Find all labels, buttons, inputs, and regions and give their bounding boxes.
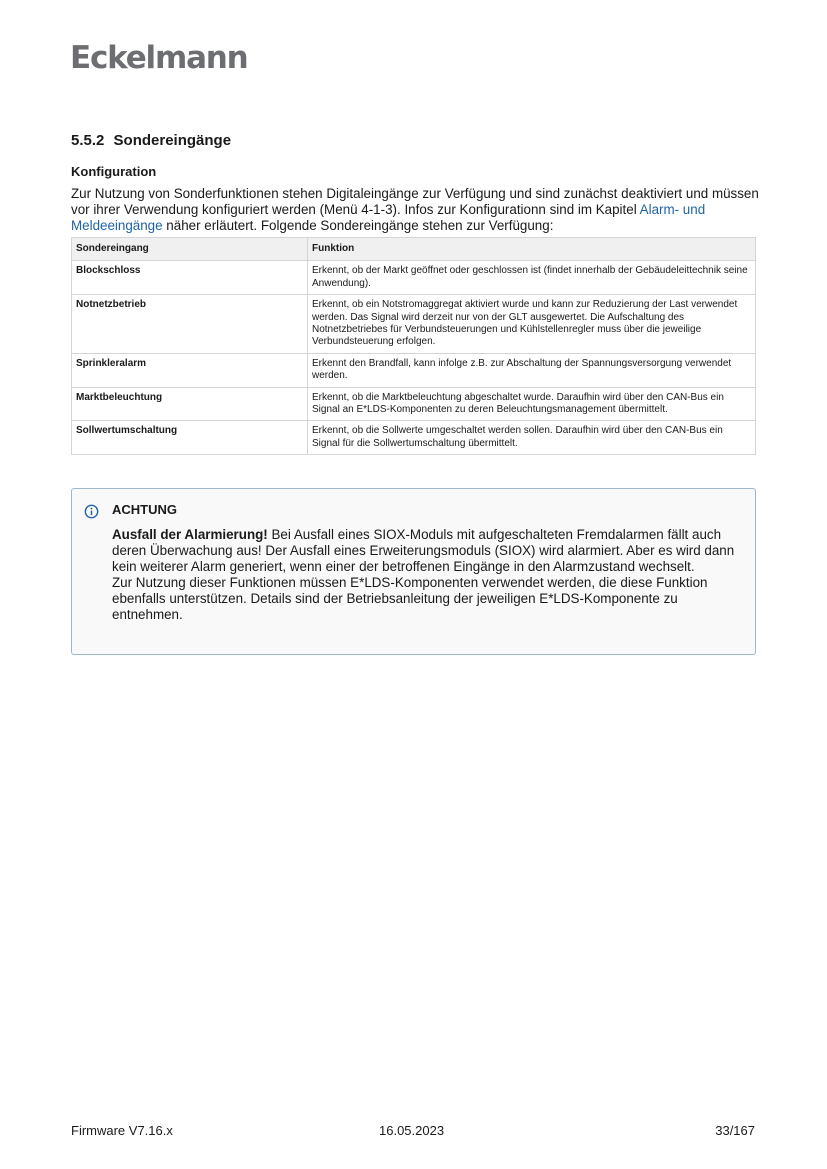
warning-notice-box <box>71 488 756 655</box>
input-name: Sprinkleralarm <box>72 353 308 387</box>
notice-bold-lead: Ausfall der Alarmierung! <box>112 527 268 542</box>
intro-text-after: näher erläutert. Folgende Sondereingänge stehen zur Verfügung: <box>162 218 554 233</box>
input-description: Erkennt, ob die Marktbeleuchtung abgeschaltet wurde. Daraufhin wird über den CAN-Bus ein Signal an E*LDS-Komponenten zu deren Beleuchtungsmanagement übermittelt. <box>308 387 756 421</box>
section-number: 5.5.2 <box>71 132 105 149</box>
table-row <box>72 421 756 455</box>
input-description: Erkennt, ob die Sollwerte umgeschaltet werden sollen. Daraufhin wird über den CAN-Bus ein Signal für die Sollwertumschaltung übermittelt. <box>308 421 756 455</box>
special-inputs-table <box>71 237 756 455</box>
notice-text: Bei Ausfall eines SIOX-Moduls mit aufgeschalteten Fremdalarmen fällt auch deren Überwachung aus! Der Ausfall eines Erweiterungsmoduls (SIOX) wird alarmiert. Aber es wird dann kein weiterer Alarm generiert, wenn einer der betroffenen Eingänge in den Alarmzustand wechselt. <box>112 527 735 574</box>
footer-date: 16.05.2023 <box>379 1123 445 1138</box>
alarm-inputs-link[interactable]: Alarm- und Meldeeingänge <box>71 202 706 233</box>
section-heading <box>71 132 231 149</box>
notice-title: ACHTUNG <box>112 502 177 517</box>
input-name: Sollwertumschaltung <box>72 421 308 455</box>
input-description: Erkennt, ob der Markt geöffnet oder geschlossen ist (findet innerhalb der Gebäudeleittechnik seine Anwendung). <box>308 261 756 295</box>
info-icon <box>84 504 99 519</box>
notice-paragraph: Zur Nutzung dieser Funktionen müssen E*LDS-Komponenten verwendet werden, die diese Funktion ebenfalls unterstützen. Details sind der Betriebsanleitung der jeweiligen E*LDS-Komponente zu entnehmen. <box>112 575 708 622</box>
table-row <box>72 353 756 387</box>
table-row <box>72 261 756 295</box>
table-row <box>72 295 756 354</box>
subsection-heading: Konfiguration <box>71 164 157 179</box>
footer-firmware-version: Firmware V7.16.x <box>71 1123 173 1138</box>
notice-paragraph <box>112 527 747 575</box>
input-description: Erkennt, ob ein Notstromaggregat aktiviert wurde und kann zur Reduzierung der Last verwendet werden. Das Signal wird derzeit nur von der GLT ausgewertet. Die Aufschaltung des Notnetzbetriebes für Verbundsteuerungen und Kühlstellenregler muss über die jeweilige Verbundsteuerung erfolgen. <box>308 295 756 354</box>
input-name: Marktbeleuchtung <box>72 387 308 421</box>
section-title: Sondereingänge <box>113 132 232 149</box>
input-description: Erkennt den Brandfall, kann infolge z.B. zur Abschaltung der Spannungsversorgung verwendet werden. <box>308 353 756 387</box>
intro-paragraph <box>71 186 761 234</box>
table-row <box>72 387 756 421</box>
column-header-function: Funktion <box>308 238 756 261</box>
column-header-input: Sondereingang <box>72 238 308 261</box>
notice-body <box>112 527 747 623</box>
footer-page-number: 33/167 <box>715 1123 755 1138</box>
company-logo: Eckelmann <box>70 40 248 76</box>
input-name: Blockschloss <box>72 261 308 295</box>
input-name: Notnetzbetrieb <box>72 295 308 354</box>
intro-text: Zur Nutzung von Sonderfunktionen stehen Digitaleingänge zur Verfügung und sind zunächst deaktiviert und müssen vor ihrer Verwendung konfiguriert werden (Menü 4-1-3). Infos zur Konfigurationn sind im Kapitel <box>71 186 759 217</box>
table-header-row <box>72 238 756 261</box>
